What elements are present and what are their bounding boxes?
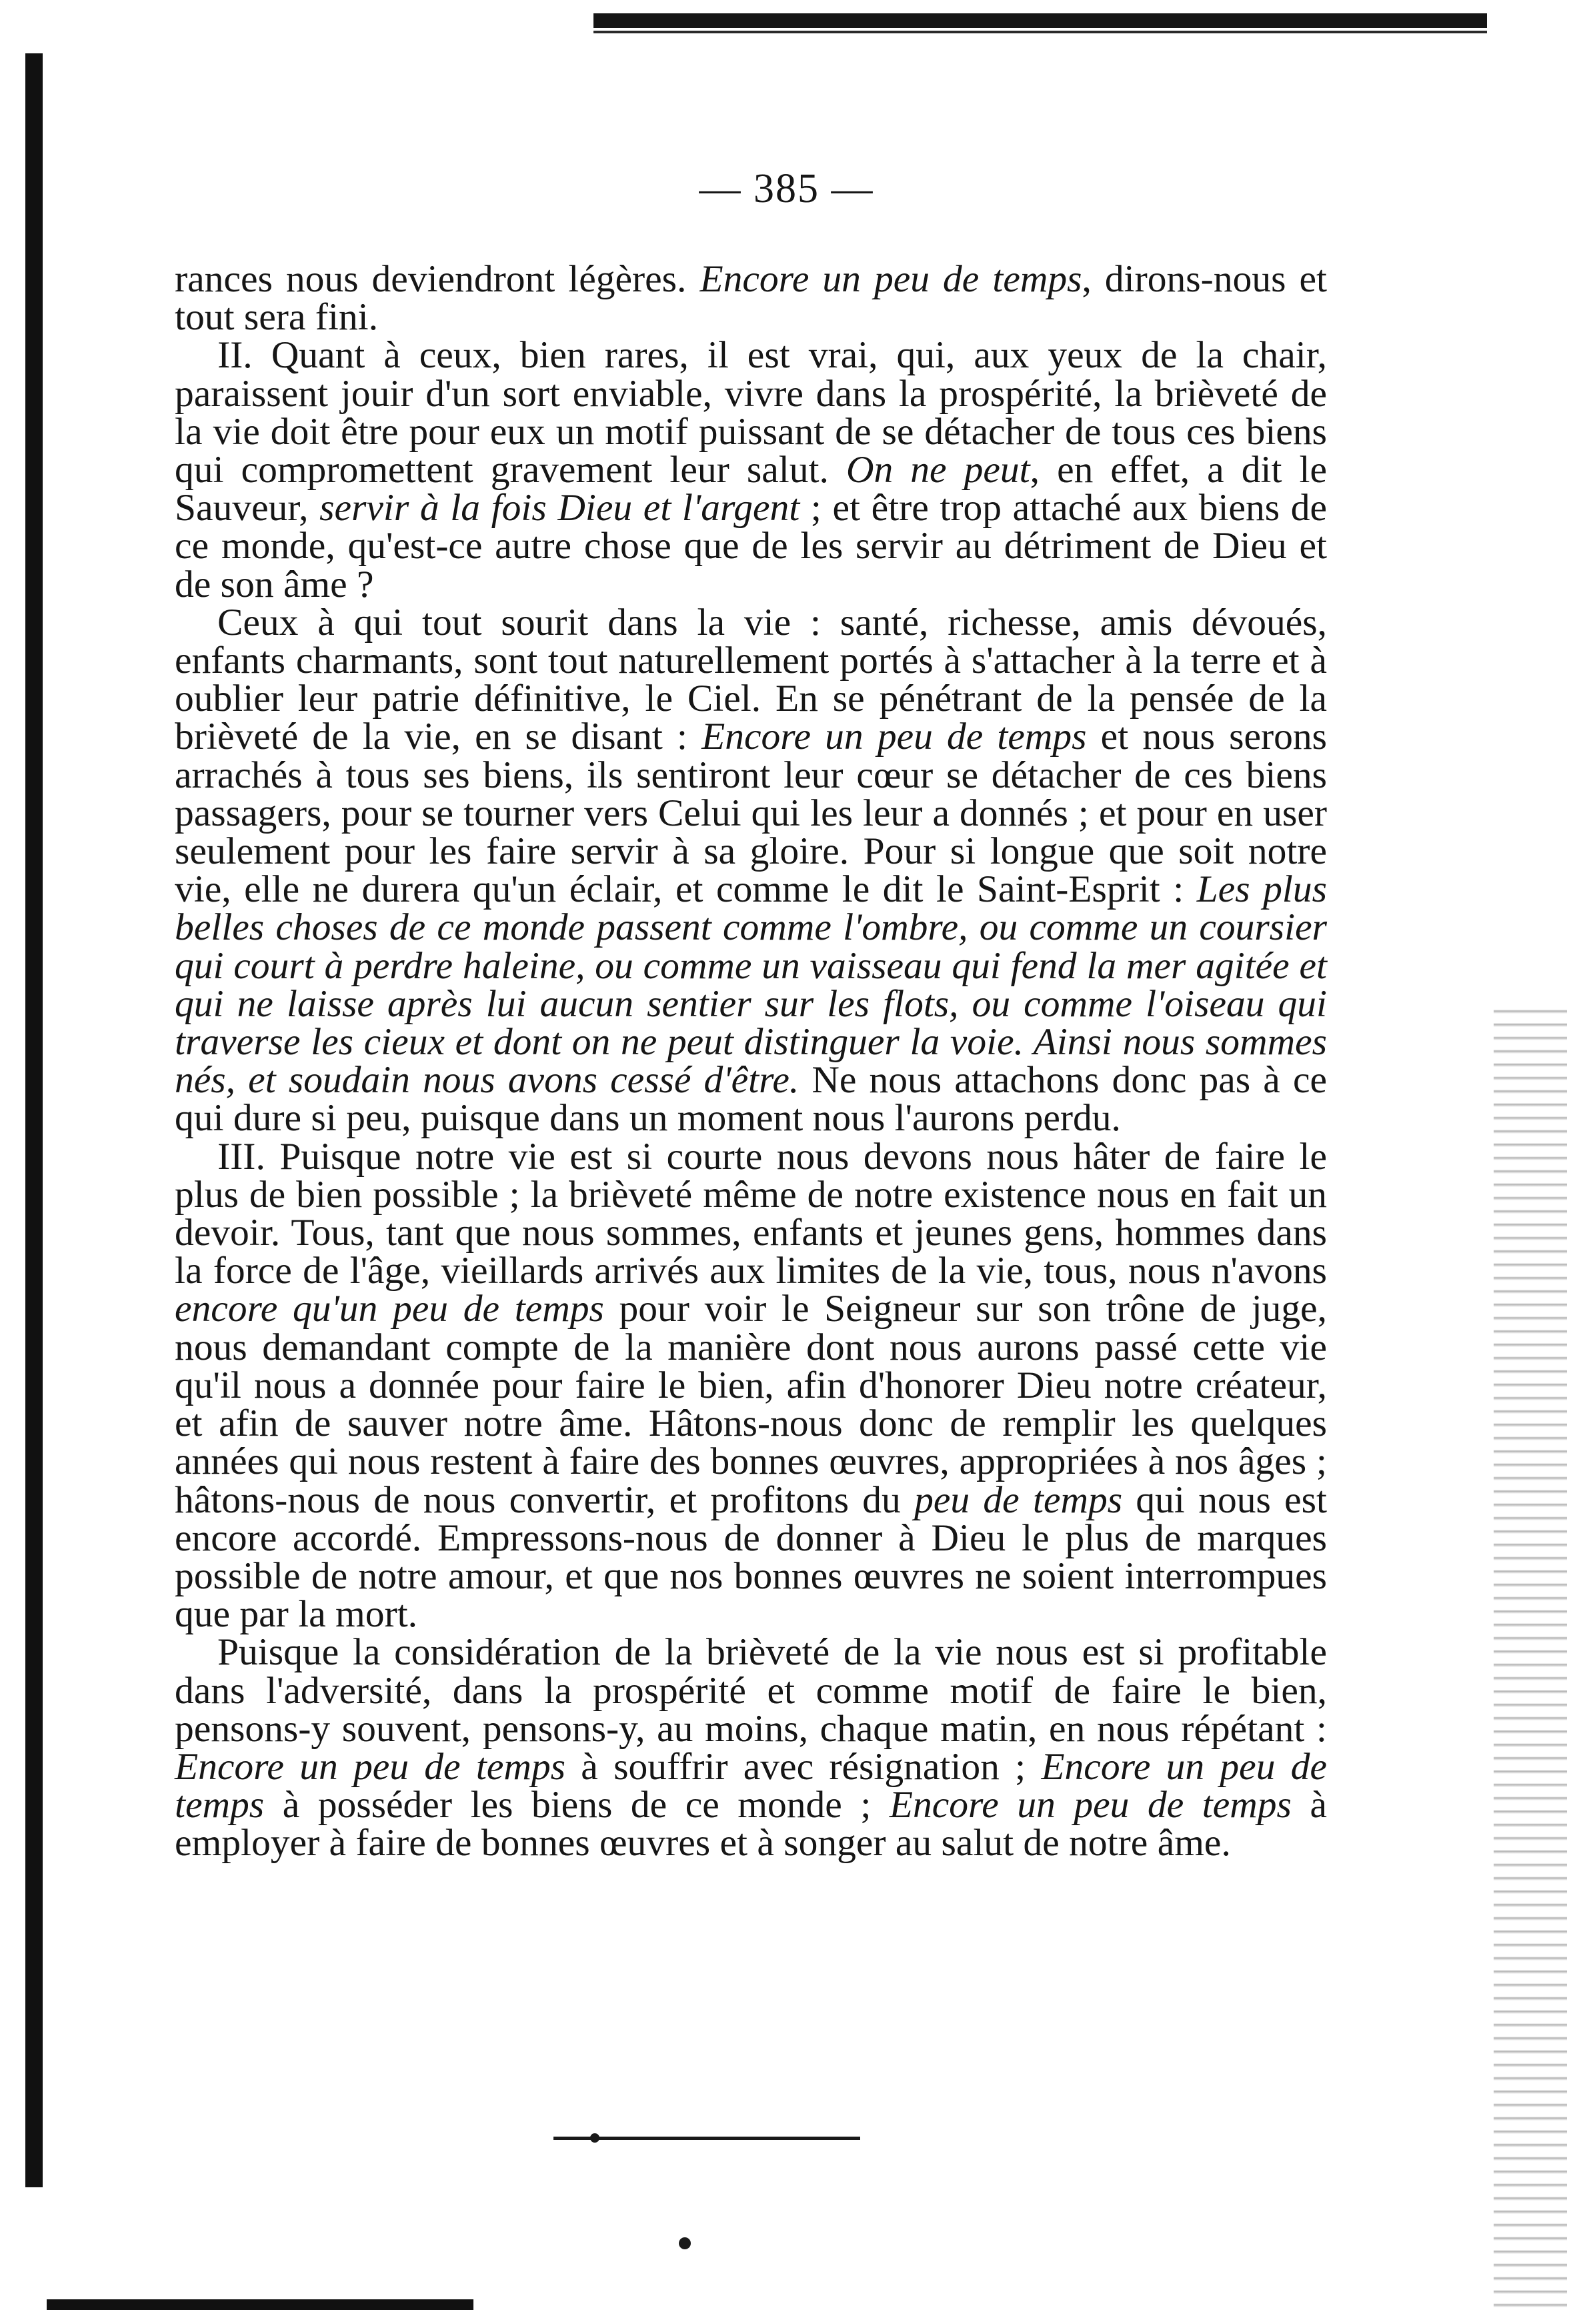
paragraph [175,601,1328,1140]
text-run: Ceux à qui tout sourit dans la vie : santé, richesse, amis dévoués, enfants charmants, sont tout naturellement portés à s'attacher à la terre et à oublier leur patrie définitive, le Ciel. En se pénétrant de la pensée de la brièveté de la vie, en se disant : [175,601,1327,758]
text-run: III. Puisque notre vie est si courte nous devons nous hâter de faire le plus de bien possible ; la brièveté même de notre existence nous en fait un devoir. Tous, tant que nous sommes, enfants et jeunes gens, hommes dans la force de l'âge, vieillards arrivés aux limites de la vie, tous, nous n'avons [175,1135,1327,1292]
italic-text: Encore un peu de temps [701,716,1087,758]
italic-text: Encore un peu de temps [699,258,1082,300]
text-run: à souffrir avec résignation ; [565,1745,1042,1788]
italic-text: servir à la fois Dieu et l'argent [319,487,800,529]
text-run: qui nous est encore accordé. Empressons-nous de donner à Dieu le plus de marques possible de notre amour, et que nos bonnes œuvres ne soient interrompues que par la mort. [175,1478,1327,1636]
paragraph [175,258,1327,339]
text-run: II. Quant à ceux, bien rares, il est vrai, qui, aux yeux de la chair, paraissent jouir d'un sort enviable, vivre dans la prospérité, la brièveté de la vie doit être pour eux un motif puissant de se détacher de tous ces biens qui compromettent gravement leur salut. [175,334,1327,491]
paragraph [175,334,1328,606]
text-run: à posséder les biens de ce monde ; [264,1784,890,1827]
italic-text: Les plus belles choses de ce monde passent comme l'ombre, ou comme un coursier qui court à perdre haleine, ou comme un vaisseau qui fend la mer agitée et qui ne laisse après lui aucun sentier sur les flots, ou comme l'oiseau qui traverse les cieux et dont on ne peut distinguer la voie. Ainsi nous sommes nés, et soudain nous avons cessé d'être. [175,868,1327,1102]
italic-text: On ne peut [846,449,1030,491]
scan-right-margin-noise [1494,1000,1567,2307]
paragraph [175,1631,1327,1865]
italic-text: peu de temps [914,1478,1123,1521]
text-run: pour voir le Seigneur sur son trône de juge, nous demandant compte de la manière dont nous aurons passé cette vie qu'il nous a donnée pour faire le bien, afin d'honorer Dieu notre créateur, et afin de sauver notre âme. Hâtons-nous donc de remplir les quelques années qui nous restent à faire des bonnes œuvres, appropriées à nos âges ; hâtons-nous de nous convertir, et profitons du [175,1288,1327,1521]
text-run: rances nous deviendront légères. [175,258,700,300]
text-run: Ne nous attachons donc pas à ce qui dure si peu, puisque dans un moment nous l'aurons perdu. [175,1059,1327,1140]
italic-text: Encore un peu de temps [175,1745,565,1788]
text-run: et nous serons arrachés à tous ses biens, ils sentiront leur cœur se détacher de ces biens passagers, pour se tourner vers Celui qui les leur a donnés ; et pour en user seulement pour les faire servir à sa gloire. Pour si longue que soit notre vie, elle ne durera qu'un éclair, et comme le dit le Saint-Esprit : [175,716,1328,911]
scan-bottom-margin-bar [47,2299,473,2310]
text-run: à employer à faire de bonnes œuvres et à songer au salut de notre âme. [175,1784,1327,1865]
body-text [175,260,1327,1863]
text-run: , en effet, a dit le Sauveur, [175,449,1328,529]
text-run: ; et être trop attaché aux biens de ce monde, qu'est-ce autre chose que de les servir au détriment de Dieu et de son âme ? [175,487,1328,606]
page-number: — 385 — [699,166,874,211]
scan-left-margin-bar [25,53,43,2187]
italic-text: Encore un peu de temps [175,1745,1327,1827]
text-run: Puisque la considération de la brièveté de la vie nous est si profitable dans l'adversité, dans la prospérité et comme motif de faire le bien, pensons-y souvent, pensons-y, au moins, chaque matin, en nous répétant : [175,1631,1327,1750]
italic-text: encore qu'un peu de temps [175,1288,604,1330]
italic-text: Encore un peu de temps [889,1784,1292,1827]
scan-top-rule [593,13,1487,28]
scan-top-rule-thin [593,31,1487,33]
end-ornament-rule [553,2137,860,2140]
paragraph [175,1135,1327,1636]
bottom-dot-ornament [679,2237,691,2249]
text-run: , dirons-nous et tout sera fini. [175,258,1327,339]
